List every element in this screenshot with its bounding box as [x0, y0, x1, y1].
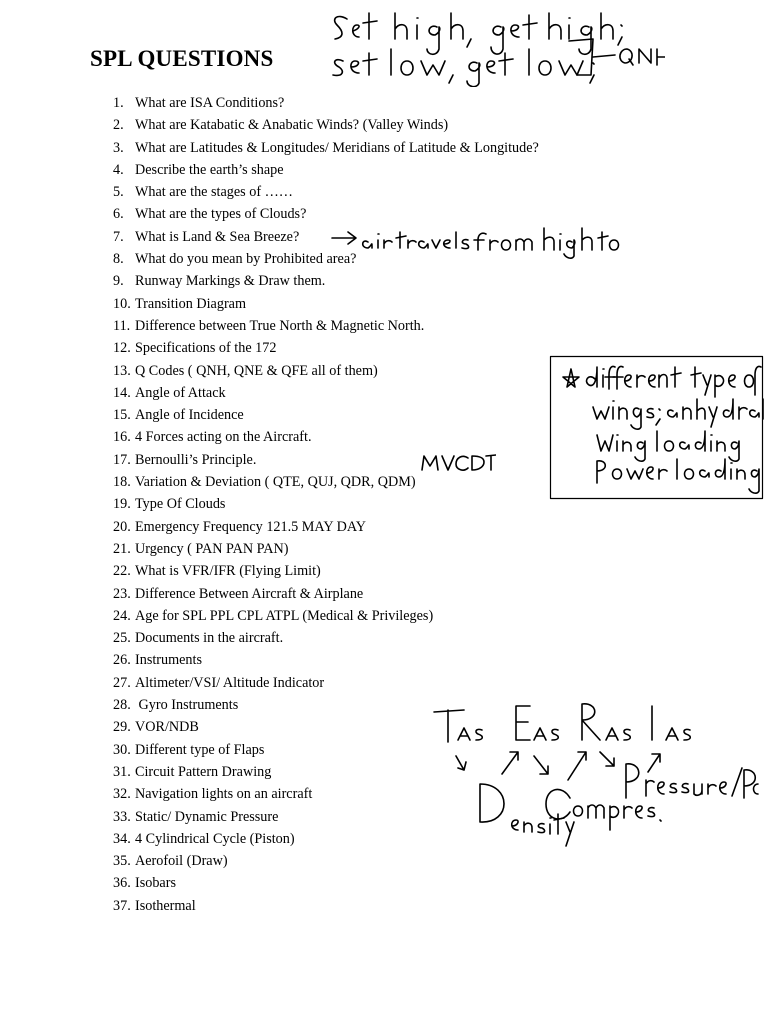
- question-text: Isobars: [135, 875, 176, 892]
- question-number: 11.: [113, 317, 131, 334]
- question-item: [113, 538, 539, 560]
- question-number: 17.: [113, 451, 131, 468]
- question-number: 27.: [113, 674, 131, 691]
- question-text: Runway Markings & Draw them.: [135, 273, 326, 290]
- question-item: [113, 583, 539, 605]
- question-number: 3.: [113, 139, 124, 156]
- question-text: Difference between True North & Magnetic North.: [135, 317, 425, 334]
- question-item: [113, 806, 539, 828]
- question-text: Age for SPL PPL CPL ATPL (Medical & Privileges): [135, 607, 434, 624]
- question-number: 8.: [113, 251, 124, 268]
- question-item: [113, 382, 539, 404]
- question-item: [113, 605, 539, 627]
- question-text: Documents in the aircraft.: [135, 630, 284, 647]
- page-title: SPL QUESTIONS: [90, 46, 274, 71]
- question-number: 15.: [113, 407, 131, 424]
- question-number: 24.: [113, 607, 131, 624]
- question-list: [113, 92, 539, 917]
- question-text: VOR/NDB: [135, 719, 199, 736]
- question-text: Difference Between Aircraft & Airplane: [135, 585, 364, 602]
- question-text: 4 Cylindrical Cycle (Piston): [135, 830, 295, 847]
- question-text: Different type of Flaps: [135, 741, 265, 758]
- question-number: 25.: [113, 630, 131, 647]
- question-item: [113, 226, 539, 248]
- question-number: 1.: [113, 95, 124, 111]
- question-item: [113, 137, 539, 159]
- question-number: 12.: [113, 340, 131, 357]
- question-item: [113, 337, 539, 359]
- question-item: [113, 493, 539, 515]
- question-number: 4.: [113, 161, 124, 178]
- question-number: 6.: [113, 206, 124, 223]
- question-text: Instruments: [135, 652, 202, 669]
- question-item: [113, 716, 539, 738]
- question-text: What are the types of Clouds?: [135, 206, 307, 223]
- question-item: [113, 783, 539, 805]
- question-item: [113, 404, 539, 426]
- question-text: What are ISA Conditions?: [135, 95, 285, 111]
- question-text: 4 Forces acting on the Aircraft.: [135, 429, 312, 446]
- question-item: [113, 270, 539, 292]
- question-text: Transition Diagram: [135, 295, 246, 312]
- question-number: 35.: [113, 853, 131, 870]
- question-text: What are Katabatic & Anabatic Winds? (Valley Winds): [135, 117, 449, 134]
- question-text: Navigation lights on an aircraft: [135, 786, 313, 803]
- question-item: [113, 739, 539, 761]
- question-text: Altimeter/VSI/ Altitude Indicator: [135, 674, 325, 691]
- question-item: [113, 159, 539, 181]
- question-text: Q Codes ( QNH, QNE & QFE all of them): [135, 362, 378, 379]
- question-item: [113, 114, 539, 136]
- question-number: 16.: [113, 429, 131, 446]
- question-item: [113, 850, 539, 872]
- question-number: 10.: [113, 295, 131, 312]
- question-number: 32.: [113, 786, 131, 803]
- question-item: [113, 181, 539, 203]
- question-number: 22.: [113, 563, 131, 580]
- question-item: [113, 560, 539, 582]
- question-item: [113, 426, 539, 448]
- question-item: [113, 449, 539, 471]
- question-item: [113, 92, 539, 114]
- question-text: Circuit Pattern Drawing: [135, 763, 272, 780]
- question-text: Type Of Clouds: [135, 496, 226, 513]
- question-item: [113, 672, 539, 694]
- question-item: [113, 248, 539, 270]
- question-text: Specifications of the 172: [135, 340, 277, 357]
- question-item: [113, 293, 539, 315]
- question-text: Urgency ( PAN PAN PAN): [135, 540, 289, 557]
- question-item: [113, 360, 539, 382]
- question-text: Static/ Dynamic Pressure: [135, 808, 279, 825]
- question-text: Describe the earth’s shape: [135, 161, 284, 178]
- handwritten-qnh-mnemonic: [325, 5, 665, 87]
- question-text: Isothermal: [135, 897, 196, 914]
- question-text: What are Latitudes & Longitudes/ Meridians of Latitude & Longitude?: [135, 139, 539, 156]
- question-number: 20.: [113, 518, 131, 535]
- question-number: 21.: [113, 540, 131, 557]
- question-number: 18.: [113, 474, 131, 491]
- question-item: [113, 828, 539, 850]
- question-number: 30.: [113, 741, 131, 758]
- question-item: [113, 203, 539, 225]
- question-number: 19.: [113, 496, 131, 513]
- question-number: 37.: [113, 897, 131, 914]
- question-number: 5.: [113, 184, 124, 201]
- handwritten-wing-note-box: [549, 355, 765, 501]
- question-item: [113, 471, 539, 493]
- question-item: [113, 694, 539, 716]
- question-text: What is VFR/IFR (Flying Limit): [135, 563, 321, 580]
- question-text: What do you mean by Prohibited area?: [135, 251, 357, 268]
- question-number: 23.: [113, 585, 131, 602]
- question-item: [113, 649, 539, 671]
- question-item: [113, 761, 539, 783]
- question-item: [113, 872, 539, 894]
- question-number: 26.: [113, 652, 131, 669]
- question-number: 28.: [113, 697, 131, 714]
- question-item: [113, 627, 539, 649]
- question-number: 9.: [113, 273, 124, 290]
- question-text: Aerofoil (Draw): [135, 853, 228, 870]
- question-text: Gyro Instruments: [135, 697, 239, 714]
- question-number: 31.: [113, 763, 131, 780]
- question-number: 33.: [113, 808, 131, 825]
- question-number: 13.: [113, 362, 131, 379]
- question-text: What is Land & Sea Breeze?: [135, 228, 300, 245]
- question-text: Angle of Incidence: [135, 407, 244, 424]
- question-text: Bernoulli’s Principle.: [135, 451, 257, 468]
- question-number: 36.: [113, 875, 131, 892]
- question-number: 2.: [113, 117, 124, 134]
- question-number: 7.: [113, 228, 124, 245]
- question-item: [113, 516, 539, 538]
- question-number: 29.: [113, 719, 131, 736]
- question-number: 34.: [113, 830, 131, 847]
- question-text: What are the stages of ……: [135, 184, 293, 201]
- question-text: Emergency Frequency 121.5 MAY DAY: [135, 518, 367, 535]
- question-item: [113, 895, 539, 917]
- question-text: Variation & Deviation ( QTE, QUJ, QDR, QDM): [135, 474, 416, 491]
- question-number: 14.: [113, 384, 131, 401]
- question-item: [113, 315, 539, 337]
- question-text: Angle of Attack: [135, 384, 226, 401]
